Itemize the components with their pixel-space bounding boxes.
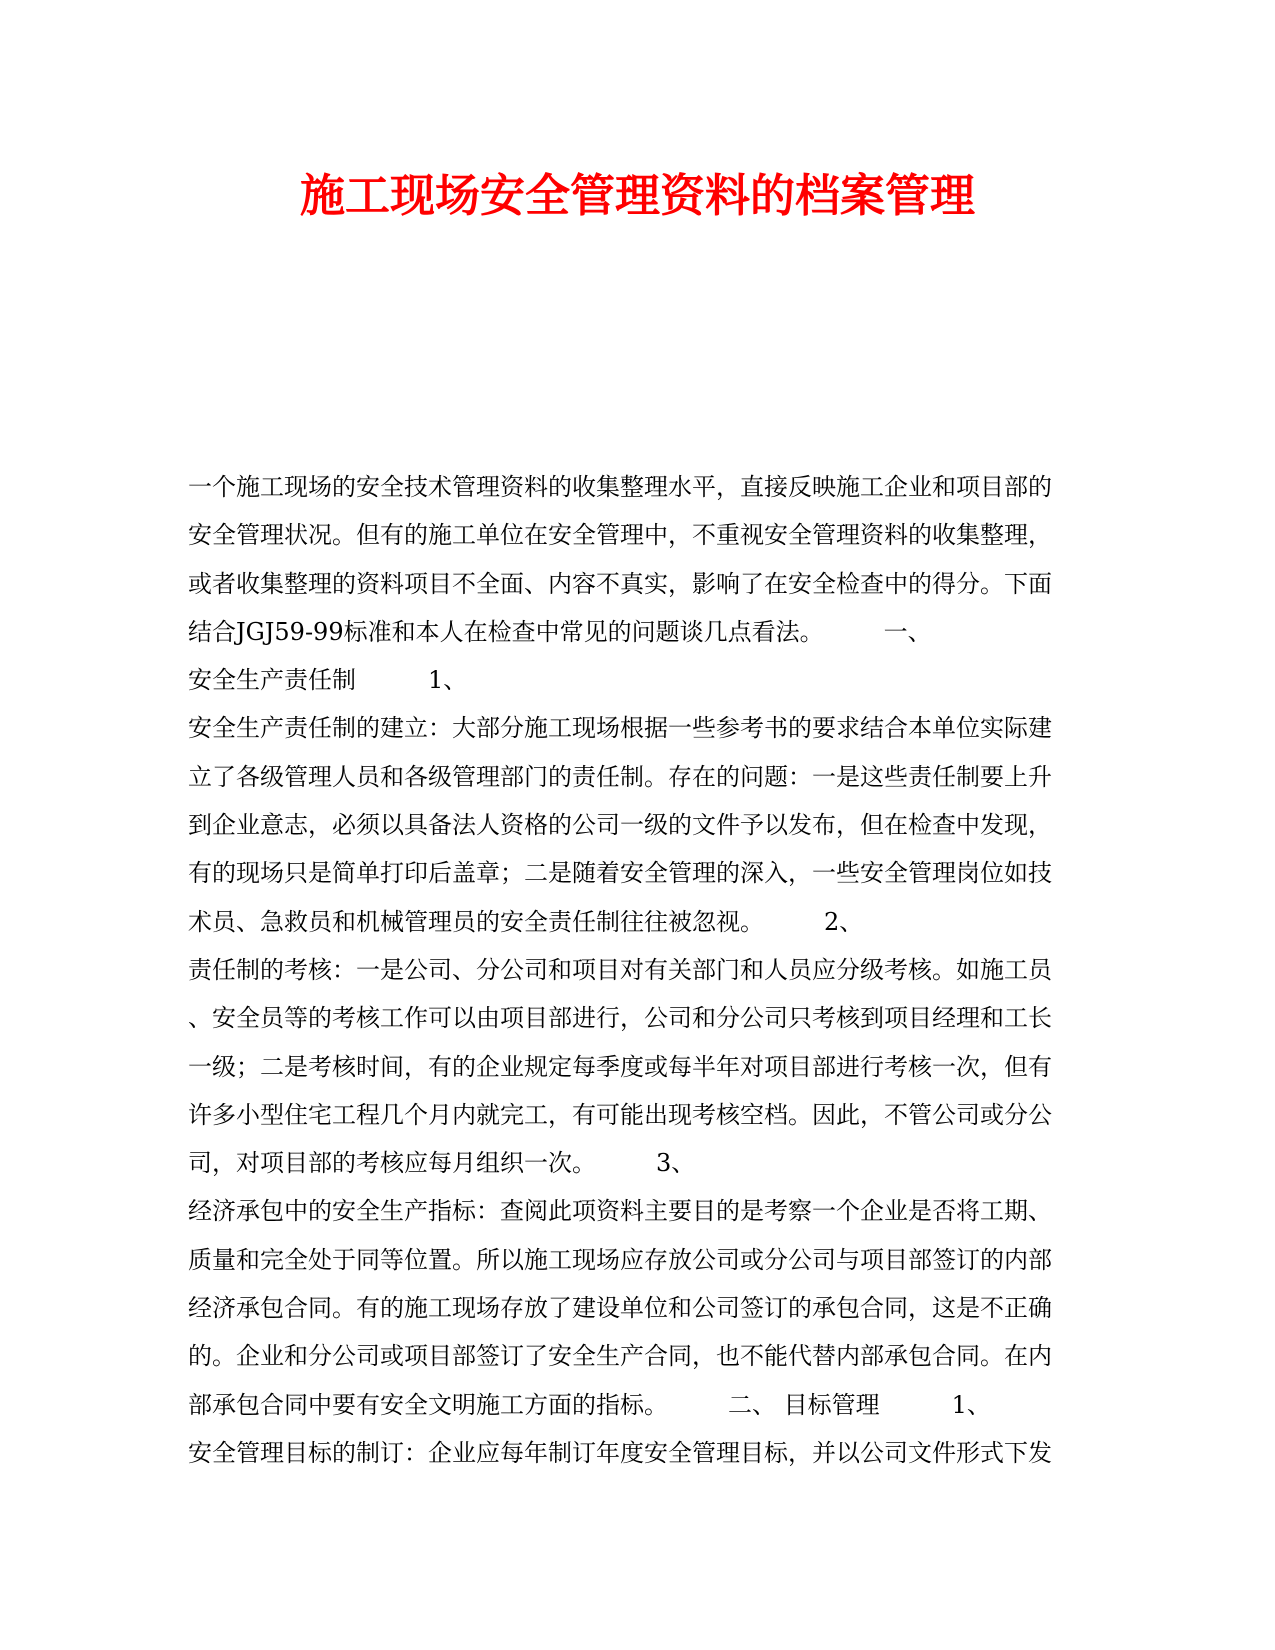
body-line: 许多小型住宅工程几个月内就完工，有可能出现考核空档。因此，不管公司或分公	[188, 1100, 1052, 1129]
body-line: 结合JGJ59-99标准和本人在检查中常见的问题谈几点看法。 一、	[188, 617, 932, 646]
body-line: 部承包合同中要有安全文明施工方面的指标。 二、 目标管理 1、	[188, 1390, 991, 1419]
body-line: 的。企业和分公司或项目部签订了安全生产合同，也不能代替内部承包合同。在内	[188, 1342, 1052, 1371]
body-line: 司，对项目部的考核应每月组织一次。 3、	[188, 1149, 696, 1178]
body-line: 一级；二是考核时间，有的企业规定每季度或每半年对项目部进行考核一次，但有	[188, 1052, 1052, 1081]
body-line: 术员、急救员和机械管理员的安全责任制往往被忽视。 2、	[188, 907, 864, 936]
document-body	[188, 472, 1088, 1486]
body-line: 、安全员等的考核工作可以由项目部进行，公司和分公司只考核到项目经理和工长	[188, 1004, 1052, 1033]
body-line: 一个施工现场的安全技术管理资料的收集整理水平，直接反映施工企业和项目部的	[188, 473, 1052, 501]
document-title: 施工现场安全管理资料的档案管理	[299, 169, 975, 222]
body-line: 经济承包中的安全生产指标：查阅此项资料主要目的是考察一个企业是否将工期、	[188, 1197, 1052, 1226]
body-line: 安全管理状况。但有的施工单位在安全管理中，不重视安全管理资料的收集整理，	[188, 521, 1052, 550]
body-line: 质量和完全处于同等位置。所以施工现场应存放公司或分公司与项目部签订的内部	[188, 1245, 1052, 1274]
body-line: 经济承包合同。有的施工现场存放了建设单位和公司签订的承包合同，这是不正确	[188, 1294, 1052, 1323]
body-line: 立了各级管理人员和各级管理部门的责任制。存在的问题：一是这些责任制要上升	[188, 762, 1052, 791]
body-line: 有的现场只是简单打印后盖章；二是随着安全管理的深入，一些安全管理岗位如技	[188, 859, 1052, 888]
body-line: 或者收集整理的资料项目不全面、内容不真实，影响了在安全检查中的得分。下面	[188, 569, 1052, 598]
body-line: 责任制的考核：一是公司、分公司和项目对有关部门和人员应分级考核。如施工员	[188, 955, 1052, 984]
body-line: 安全生产责任制 1、	[188, 666, 468, 695]
body-line: 安全管理目标的制订：企业应每年制订年度安全管理目标，并以公司文件形式下发	[188, 1438, 1052, 1467]
body-line: 安全生产责任制的建立：大部分施工现场根据一些参考书的要求结合本单位实际建	[188, 714, 1052, 743]
body-line: 到企业意志，必须以具备法人资格的公司一级的文件予以发布，但在检查中发现，	[188, 811, 1052, 840]
